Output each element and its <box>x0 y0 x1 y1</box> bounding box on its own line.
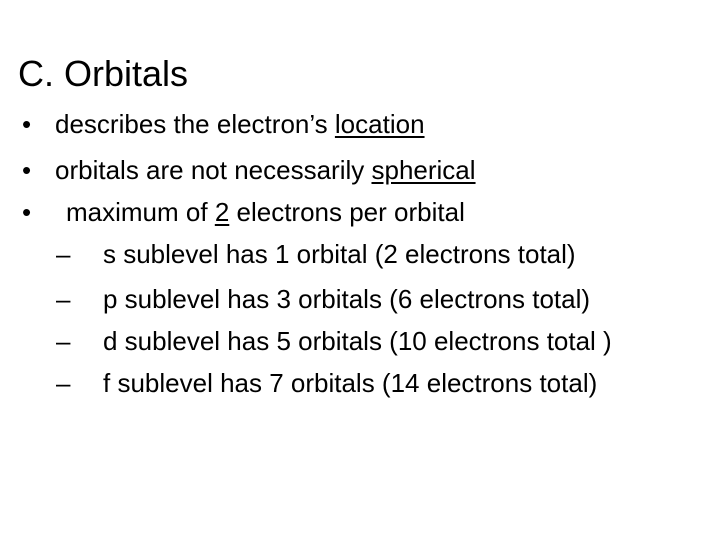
sub-bullet-text: p sublevel has 3 orbitals (6 electrons total) <box>103 284 591 314</box>
bullet-text <box>55 108 425 140</box>
underlined-term: spherical <box>371 155 476 185</box>
sub-bullet-text: f sublevel has 7 orbitals (14 electrons total) <box>103 368 598 398</box>
slide-title: C. Orbitals <box>18 53 189 94</box>
sub-bullet-marker: – <box>56 239 71 269</box>
bullet-marker: • <box>22 197 32 227</box>
bullet-text-part: orbitals are not necessarily <box>55 155 372 185</box>
bullet-text-part: describes the electron’s <box>55 109 335 139</box>
bullet-marker: • <box>22 109 32 139</box>
sub-bullet-text: s sublevel has 1 orbital (2 electrons total) <box>103 239 576 269</box>
bullet-text <box>55 154 476 186</box>
bullet-text <box>66 196 465 228</box>
sub-bullet-marker: – <box>56 326 71 356</box>
sub-bullet-marker: – <box>56 368 71 398</box>
underlined-term: 2 <box>214 197 230 227</box>
bullet-text-part: electrons per orbital <box>229 197 465 227</box>
sub-bullet-marker: – <box>56 284 71 314</box>
sub-bullet-text: d sublevel has 5 orbitals (10 electrons total ) <box>103 326 612 356</box>
underlined-term: location <box>334 109 425 139</box>
bullet-marker: • <box>22 155 32 185</box>
bullet-text-part: maximum of <box>66 197 215 227</box>
